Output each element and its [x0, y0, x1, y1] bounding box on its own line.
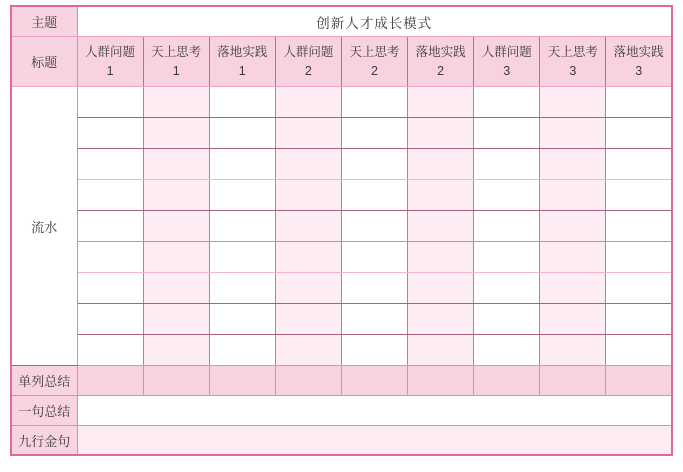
column-header-9	[606, 37, 672, 87]
stream-section	[11, 87, 672, 366]
sentence-summary-row	[11, 396, 672, 426]
stream-cell[interactable]	[77, 242, 143, 273]
stream-cell[interactable]	[540, 304, 606, 335]
stream-cell[interactable]	[275, 273, 341, 304]
column-summary-row	[11, 366, 672, 396]
stream-cell[interactable]	[474, 304, 540, 335]
stream-cell[interactable]	[408, 304, 474, 335]
golden-lines-label: 九行金句	[11, 426, 77, 456]
stream-cell[interactable]	[143, 335, 209, 366]
stream-cell[interactable]	[540, 335, 606, 366]
stream-cell[interactable]	[77, 335, 143, 366]
column-header-name: 落地实践	[415, 44, 466, 59]
stream-cell[interactable]	[408, 149, 474, 180]
stream-cell[interactable]	[606, 87, 672, 118]
stream-cell[interactable]	[474, 180, 540, 211]
stream-row	[11, 242, 672, 273]
column-header-3	[209, 37, 275, 87]
stream-cell[interactable]	[408, 335, 474, 366]
stream-cell[interactable]	[143, 118, 209, 149]
stream-cell[interactable]	[77, 118, 143, 149]
stream-row	[11, 304, 672, 335]
stream-cell[interactable]	[474, 242, 540, 273]
column-summary-cell[interactable]	[143, 366, 209, 396]
sentence-summary-label: 一句总结	[11, 396, 77, 426]
theme-label: 主题	[11, 6, 77, 37]
sentence-summary-cell[interactable]	[77, 396, 672, 426]
column-header-1	[77, 37, 143, 87]
stream-row	[11, 180, 672, 211]
golden-lines-row	[11, 426, 672, 456]
stream-cell[interactable]	[275, 149, 341, 180]
column-header-index: 1	[106, 63, 114, 78]
stream-cell[interactable]	[606, 304, 672, 335]
stream-cell[interactable]	[540, 118, 606, 149]
stream-cell[interactable]	[275, 304, 341, 335]
stream-cell[interactable]	[408, 242, 474, 273]
stream-cell[interactable]	[209, 118, 275, 149]
stream-cell[interactable]	[209, 180, 275, 211]
stream-cell[interactable]	[275, 118, 341, 149]
stream-row	[11, 273, 672, 304]
column-header-index: 2	[371, 63, 378, 78]
column-header-name: 人群问题	[283, 44, 334, 59]
stream-cell[interactable]	[209, 304, 275, 335]
column-header-index: 3	[635, 63, 643, 78]
stream-cell[interactable]	[606, 211, 672, 242]
stream-cell[interactable]	[540, 211, 606, 242]
column-header-8	[540, 37, 606, 87]
stream-cell[interactable]	[474, 273, 540, 304]
stream-cell[interactable]	[275, 335, 341, 366]
stream-cell[interactable]	[275, 87, 341, 118]
stream-cell[interactable]	[143, 149, 209, 180]
stream-cell[interactable]	[408, 273, 474, 304]
column-header-name: 天上思考	[151, 44, 202, 59]
column-summary-cell[interactable]	[77, 366, 143, 396]
stream-row	[11, 335, 672, 366]
column-header-4	[275, 37, 341, 87]
stream-cell[interactable]	[77, 211, 143, 242]
stream-cell[interactable]	[275, 211, 341, 242]
stream-cell[interactable]	[540, 87, 606, 118]
column-header-2	[143, 37, 209, 87]
stream-cell[interactable]	[606, 149, 672, 180]
stream-cell[interactable]	[474, 211, 540, 242]
theme-row	[11, 6, 672, 37]
stream-cell[interactable]	[341, 118, 407, 149]
stream-cell[interactable]	[408, 180, 474, 211]
stream-cell[interactable]	[143, 242, 209, 273]
stream-cell[interactable]	[474, 87, 540, 118]
stream-cell[interactable]	[474, 335, 540, 366]
stream-cell[interactable]	[77, 304, 143, 335]
stream-cell[interactable]	[341, 180, 407, 211]
stream-cell[interactable]	[77, 87, 143, 118]
golden-lines-cell[interactable]	[77, 426, 672, 456]
stream-cell[interactable]	[143, 87, 209, 118]
column-header-6	[408, 37, 474, 87]
stream-cell[interactable]	[408, 118, 474, 149]
column-header-index: 3	[503, 63, 511, 78]
stream-cell[interactable]	[275, 180, 341, 211]
stream-label: 流水	[11, 87, 77, 366]
stream-cell[interactable]	[474, 118, 540, 149]
column-summary-cell[interactable]	[474, 366, 540, 396]
column-header-name: 天上思考	[547, 44, 598, 59]
stream-cell[interactable]	[209, 242, 275, 273]
column-summary-cell[interactable]	[540, 366, 606, 396]
stream-cell[interactable]	[341, 304, 407, 335]
stream-cell[interactable]	[143, 180, 209, 211]
stream-cell[interactable]	[209, 87, 275, 118]
stream-cell[interactable]	[606, 118, 672, 149]
stream-cell[interactable]	[77, 273, 143, 304]
column-summary-cell[interactable]	[341, 366, 407, 396]
stream-row	[11, 87, 672, 118]
column-header-5	[341, 37, 407, 87]
column-header-name: 落地实践	[217, 44, 268, 59]
column-header-index: 2	[304, 63, 312, 78]
stream-row	[11, 149, 672, 180]
column-header-name: 人群问题	[481, 44, 532, 59]
stream-cell[interactable]	[209, 149, 275, 180]
stream-cell[interactable]	[408, 211, 474, 242]
stream-cell[interactable]	[606, 273, 672, 304]
column-header-name: 天上思考	[349, 44, 400, 59]
stream-cell[interactable]	[540, 273, 606, 304]
stream-cell[interactable]	[143, 273, 209, 304]
table-title: 创新人才成长模式	[77, 6, 672, 37]
column-summary-cell[interactable]	[606, 366, 672, 396]
stream-cell[interactable]	[209, 273, 275, 304]
column-header-index: 2	[437, 63, 445, 78]
stream-cell[interactable]	[341, 335, 407, 366]
column-header-index: 3	[569, 63, 577, 78]
stream-row	[11, 118, 672, 149]
stream-cell[interactable]	[474, 149, 540, 180]
column-header-name: 落地实践	[613, 44, 664, 59]
stream-cell[interactable]	[341, 273, 407, 304]
column-summary-label: 单列总结	[11, 366, 77, 396]
stream-cell[interactable]	[341, 149, 407, 180]
stream-cell[interactable]	[540, 242, 606, 273]
stream-cell[interactable]	[341, 87, 407, 118]
stream-cell[interactable]	[143, 304, 209, 335]
column-header-index: 1	[172, 63, 180, 78]
header-label: 标题	[11, 37, 77, 87]
stream-cell[interactable]	[77, 180, 143, 211]
stream-cell[interactable]	[408, 87, 474, 118]
stream-cell[interactable]	[341, 211, 407, 242]
stream-cell[interactable]	[606, 180, 672, 211]
stream-cell[interactable]	[540, 180, 606, 211]
growth-model-table	[10, 5, 673, 456]
stream-cell[interactable]	[77, 149, 143, 180]
stream-cell[interactable]	[143, 211, 209, 242]
column-header-index: 1	[238, 63, 246, 78]
column-summary-cell[interactable]	[209, 366, 275, 396]
column-header-7	[474, 37, 540, 87]
stream-cell[interactable]	[606, 242, 672, 273]
column-summary-cell[interactable]	[275, 366, 341, 396]
column-header-name: 人群问题	[85, 44, 136, 59]
stream-cell[interactable]	[341, 242, 407, 273]
column-header-row	[11, 37, 672, 87]
stream-cell[interactable]	[275, 242, 341, 273]
column-summary-cell[interactable]	[408, 366, 474, 396]
stream-cell[interactable]	[209, 211, 275, 242]
stream-cell[interactable]	[606, 335, 672, 366]
stream-cell[interactable]	[209, 335, 275, 366]
stream-cell[interactable]	[540, 149, 606, 180]
stream-row	[11, 211, 672, 242]
